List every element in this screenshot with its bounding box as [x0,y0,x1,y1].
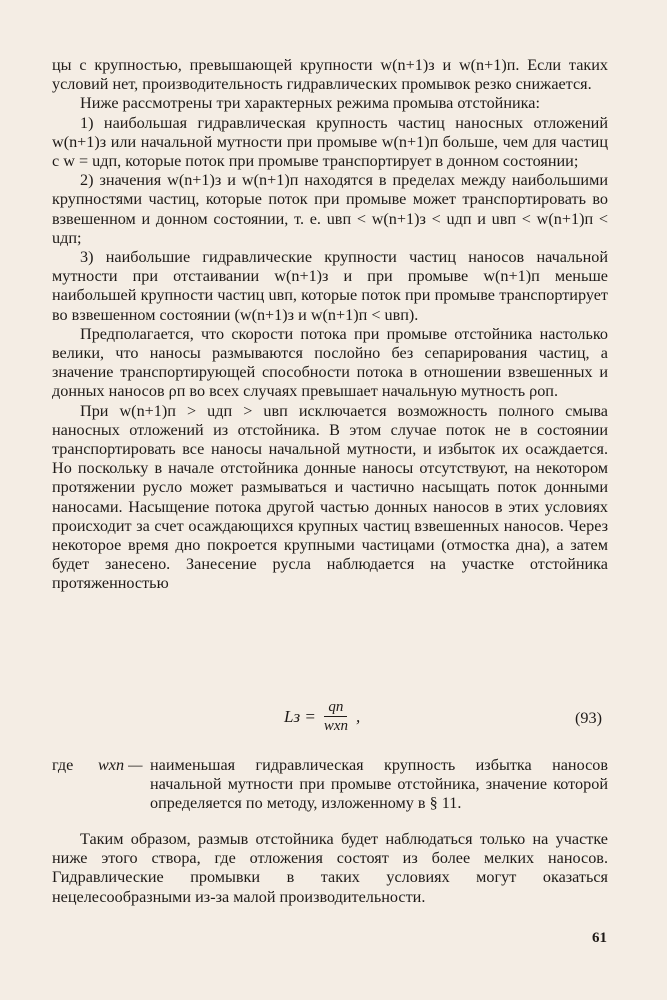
equation-93 [52,698,608,742]
paragraph-conclusion [52,830,608,907]
formula-lhs: Lз = [284,706,316,726]
where-symbol: wхп — [98,756,143,774]
formula-denominator: wхп [323,718,348,734]
paragraph-continuation: цы с крупностью, превышающей крупности w(n+1)з и w(n+1)п. Если таких условий нет, производительность гидравлических промывок резко снижается. [52,56,608,94]
where-clause [52,756,608,814]
formula-numerator: qп [324,698,347,717]
equation-number: (93) [575,709,602,727]
conclusion-text: Таким образом, размыв отстойника будет наблюдаться только на участке ниже этого створа, где отложения состоят из более мелких наносов. Гидравлические промывки в таких условиях могут оказаться нецелесообразными из-за малой производительности. [52,830,608,906]
list-item-mode-1: 1) наибольшая гидравлическая крупность частиц наносных отложений w(n+1)з или начальной мутности при промыве w(n+1)п больше, чем для частиц с w = uдп, которые поток при промыве транспортирует в донном состоянии; [52,113,608,171]
body-text [52,56,608,594]
paragraph-erosion: При w(n+1)п > uдп > uвп исключается возможность полного смыва наносных отложений из отстойника. В этом случае поток не в состоянии транспортировать все наносы начальной мутности, и избыток их осаждается. Но поскольку в начале отстойника донные наносы отсутствуют, на некотором протяжении русло может размываться и частично насыщать поток донными наносами. Насыщение потока другой частью донных наносов в этих условиях происходит за счет осаждающихся крупных частиц взвешенных наносов. Через некоторое время дно покроется крупными частицами (отмостка дна), а затем будет занесено. Занесение русла наблюдается на участке отстойника протяженностью [52,401,608,593]
paragraph-modes-intro: Ниже рассмотрены три характерных режима промыва отстойника: [80,94,540,113]
list-item-mode-3: 3) наибольшие гидравлические крупности частиц наносов начальной мутности при отстаивании w(n+1)з и при промыве w(n+1)п меньше наибольшей крупности частиц uвп, которые поток при промыве транспортирует во взвешенном состоянии (w(n+1)з и w(n+1)п < uвп). [52,248,608,324]
page-number: 61 [592,930,607,946]
formula [284,698,360,735]
formula-trail: , [355,706,361,726]
list-item-mode-2: 2) значения w(n+1)з и w(n+1)п находятся в пределах между наибольшими крупностями частиц, которые поток при промыве может транспортировать во взвешенном и донном состоянии, т. е. uвп < w(n+1)з < uдп и uвп < w(n+1)п < uдп; [52,171,608,247]
paragraph-assumption: Предполагается, что скорости потока при промыве отстойника настолько велики, что наносы размываются послойно без сепарирования частиц, а значение транспортирующей способности потока в отношении взвешенных и донных наносов ρп во всех случаях превышает начальную мутность ρоп. [52,324,608,401]
where-definition: наименьшая гидравлическая крупность избытка наносов начальной мутности при промыве отстойника, значение которой определяется по методу, изложенному в § 11. [150,756,608,813]
where-label: где [52,756,74,774]
formula-fraction [320,698,352,735]
